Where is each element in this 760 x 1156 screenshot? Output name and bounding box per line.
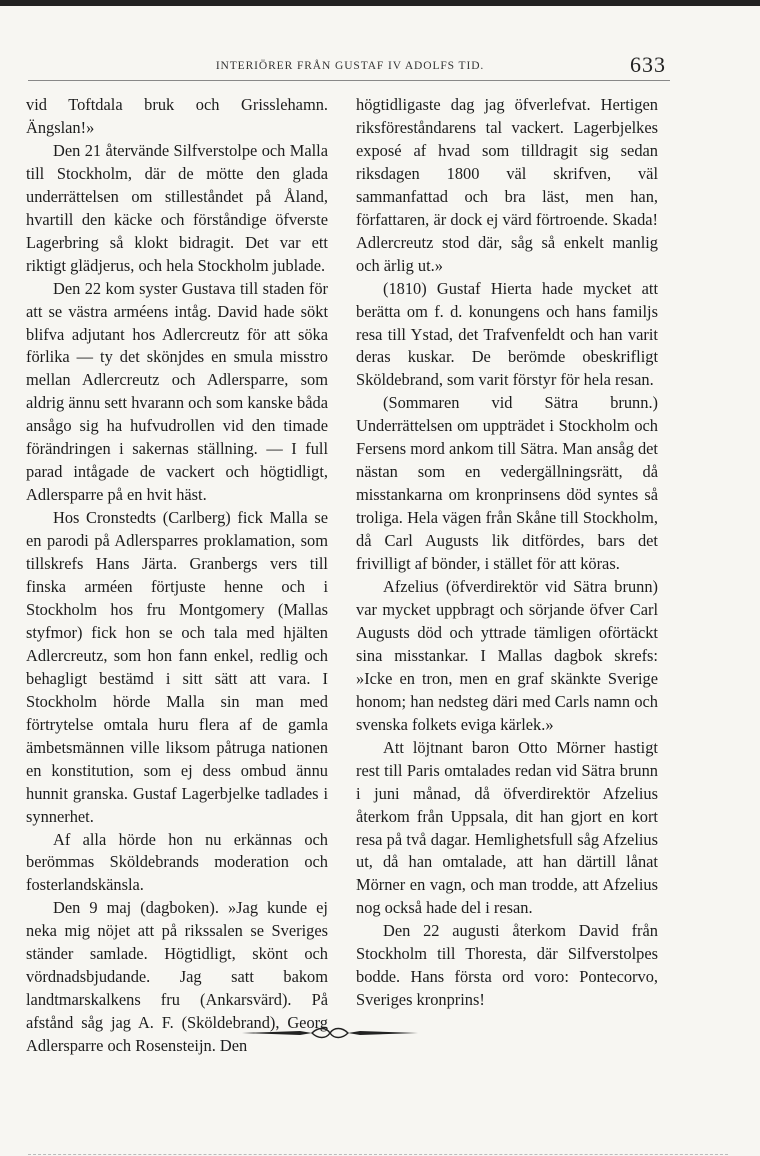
right-column bbox=[356, 94, 658, 1012]
paragraph: Hos Cronstedts (Carlberg) fick Malla se en parodi på Adlersparres proklamation, som tillskrefs Hans Järta. Granbergs vers till finska arméen förtjuste henne och i Stockholm hos fru Montgomery (Mallas styfmor) fick hon se och tala med hjälten Adlercreutz, som hon fann enkel, redlig och behagligt bestämd i sitt sätt att vara. I Stockholm hörde Malla sin man med förtrytelse omtala huru flera af de gamla ämbetsmännen ville liksom påtruga nationen en konstitution, som ej dess ombud ännu hunnit granska. Gustaf Lagerbjelke tadlades i synnerhet. bbox=[26, 508, 328, 826]
page-number: 633 bbox=[630, 52, 666, 77]
ornament-divider-icon bbox=[240, 1026, 420, 1040]
left-column bbox=[26, 94, 328, 1058]
paragraph: vid Toftdala bruk och Grisslehamn. Ängslan!» bbox=[26, 95, 328, 137]
paragraph: Att löjtnant baron Otto Mörner hastigt rest till Paris omtalades redan vid Sätra brunn i juni månad, då öfverdirektör Afzelius återkom från Uppsala, dit han gjort en kort resa på två dagar. Hemlighetsfull såg Afzelius ut, då han omtalade, att han därtill lånat Mörner en vagn, och man trodde, att Afzelius nog också hade del i resan. bbox=[356, 737, 658, 918]
paragraph: Afzelius (öfverdirektör vid Sätra brunn) var mycket uppbragt och sörjande öfver Carl Augusts död och yttrade tämligen oförtäckt sina misstankar. I Mallas dagbok skrefs: »Icke en tron, men en graf skänkte Sverige honom; han nedsteg däri med Carls namn och svenska folkets eviga kärlek.» bbox=[356, 577, 658, 734]
paragraph: Den 22 augusti återkom David från Stockholm till Thoresta, där Silfverstolpes bodde. Hans första ord voro: Pontecorvo, Sveriges kronprins! bbox=[356, 921, 658, 1010]
paragraph: Af alla hörde hon nu erkännas och berömmas Sköldebrands moderation och fosterlandskänsla. bbox=[26, 829, 328, 895]
paragraph: Den 9 maj (dagboken). »Jag kunde ej neka mig nöjet att på rikssalen se Sveriges ständer samlade. Högtidligt, skönt och vördnadsbjudande. Jag satt bakom landtmarskalkens fru (Ankarsvärd). På afstånd såg jag A. F. (Sköldebrand), Georg Adlersparre och Rosensteijn. Den bbox=[26, 898, 328, 1056]
running-header: INTERIÖRER FRÅN GUSTAF IV ADOLFS TID. bbox=[215, 60, 485, 72]
top-border bbox=[0, 0, 760, 6]
paragraph: högtidligaste dag jag öfverlefvat. Hertigen riksföreståndarens tal vackert. Lagerbjelkes exposé af hvad som tilldragit sig sedan riksdagen 1800 väl skrifven, väl sammanfattad och bra läst, men han, författaren, är dock ej värd förtroende. Skada! Adlercreutz stod där, såg så enkelt manlig och ärlig ut.» bbox=[356, 95, 658, 275]
header-rule bbox=[28, 80, 670, 81]
paragraph: Den 22 kom syster Gustava till staden för att se västra arméens intåg. David hade sökt blifva adjutant hos Adlercreutz för att söka förlika — ty det skönjdes en smula misstro mellan Adlercreutz och Adlersparre, som aldrig ännu sett hvarann och som kanske båda ansågo sig ha hufvudrollen vid den timade förändringen i sakernas ställning. — I full parad intågade de vackert och högtidligt, Adlersparre på en hvit häst. bbox=[26, 278, 328, 505]
paragraph: Den 21 återvände Silfverstolpe och Malla till Stockholm, där de mötte den glada underrättelsen om stilleståndet på Åland, hvartill den käcke och förståndige öfverste Lagerbring så klokt bidragit. Det var ett riktigt glädjerus, och hela Stockholm jublade. bbox=[26, 140, 328, 275]
paragraph: (Sommaren vid Sätra brunn.) Underrättelsen om uppträdet i Stockholm och Fersens mord ankom till Sätra. Man ansåg det nästan som en vedergällningsrätt, då misstankarna om kronprinsens död syntes så troliga. Hela vägen från Skåne till Stockholm, då Carl Augusts lik ditfördes, bars det frivilligt af bönder, i stället för att köras. bbox=[356, 393, 658, 574]
paragraph: (1810) Gustaf Hierta hade mycket att berätta om f. d. konungens och hans familjs resa till Ystad, det Trafvenfeldt och han varit deras kuskar. De berömde obeskrifligt Sköldebrand, som varit förstyr för hela resan. bbox=[356, 278, 658, 390]
